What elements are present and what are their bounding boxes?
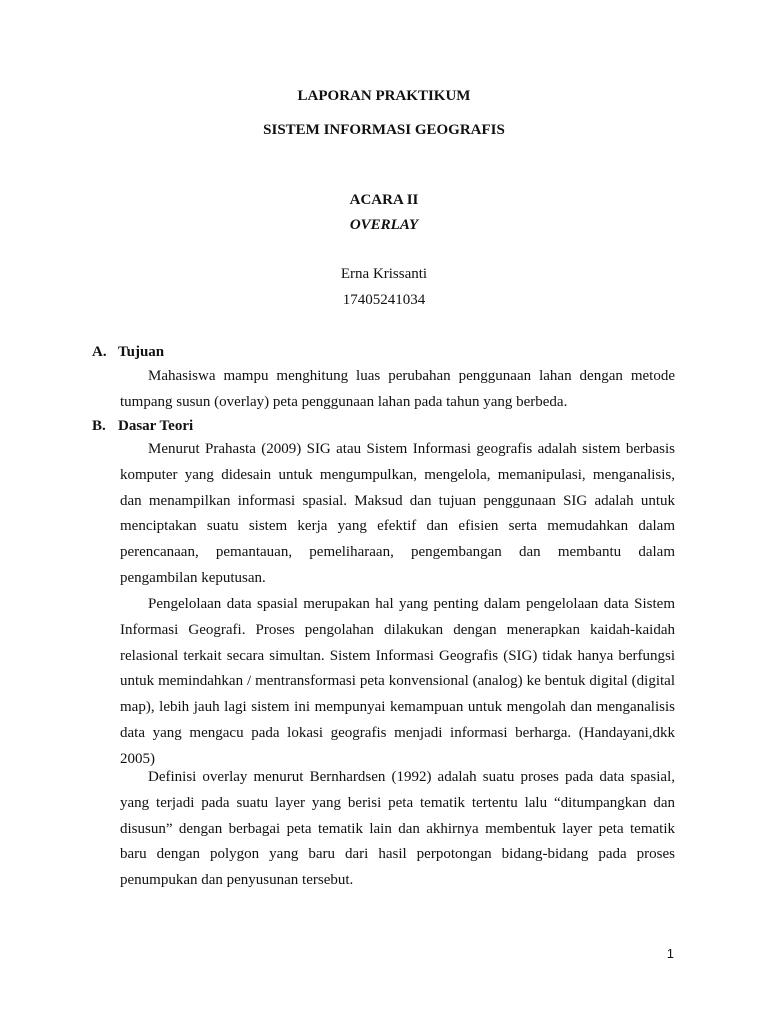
report-subtitle: SISTEM INFORMASI GEOGRAFIS: [263, 122, 505, 138]
section-heading-dasar-teori: [92, 418, 193, 435]
section-letter: B.: [92, 418, 106, 434]
report-title: LAPORAN PRAKTIKUM: [297, 88, 471, 104]
paragraph-dasar-teori-3: Definisi overlay menurut Bernhardsen (1992) adalah suatu proses pada data spasial, yang terjadi pada suatu layer yang berisi peta tematik tertentu lalu “ditumpangkan dan disusun” dengan berbagai peta tematik lain dan akhirnya membentuk layer peta tematik baru dengan polygon yang baru dari hasil perpotongan bidang-bidang pada proses penumpukan dan penyusunan tersebut.: [120, 769, 675, 889]
section-title: Tujuan: [118, 344, 165, 360]
acara-label: ACARA II: [349, 192, 419, 208]
author-name: Erna Krissanti: [340, 266, 428, 282]
topic-label: OVERLAY: [349, 217, 419, 233]
paragraph-tujuan: Mahasiswa mampu menghitung luas perubahan penggunaan lahan dengan metode tumpang susun (overlay) peta penggunaan lahan pada tahun yang berbeda.: [120, 368, 675, 410]
section-letter: A.: [92, 344, 107, 360]
paragraph-dasar-teori-1: Menurut Prahasta (2009) SIG atau Sistem Informasi geografis adalah sistem berbasis komputer yang didesain untuk mengumpulkan, mengelola, memanipulasi, menganalisis, dan menampilkan informasi spasial. Maksud dan tujuan penggunaan SIG adalah untuk menciptakan suatu sistem kerja yang efektif dan efisien serta memudahkan dalam perencanaan, pemantauan, pemeliharaan, pengembangan dan membantu dalam pengambilan keputusan.: [120, 441, 675, 586]
section-heading-tujuan: [92, 344, 164, 361]
section-title: Dasar Teori: [118, 418, 194, 434]
paragraph-dasar-teori-2: Pengelolaan data spasial merupakan hal yang penting dalam pengelolaan data Sistem Informasi Geografi. Proses pengolahan dilakukan dengan menerapkan kaidah-kaidah relasional terkait secara simultan. Sistem Informasi Geografis (SIG) tidak hanya berfungsi untuk memindahkan / mentransformasi peta konvensional (analog) ke bentuk digital (digital map), lebih jauh lagi sistem ini mempunyai kemampuan untuk mengolah dan menganalisis data yang mengacu pada lokasi geografis menjadi informasi berharga. (Handayani,dkk 2005): [120, 596, 675, 767]
student-id: 17405241034: [342, 292, 426, 308]
page-number: 1: [666, 946, 674, 961]
